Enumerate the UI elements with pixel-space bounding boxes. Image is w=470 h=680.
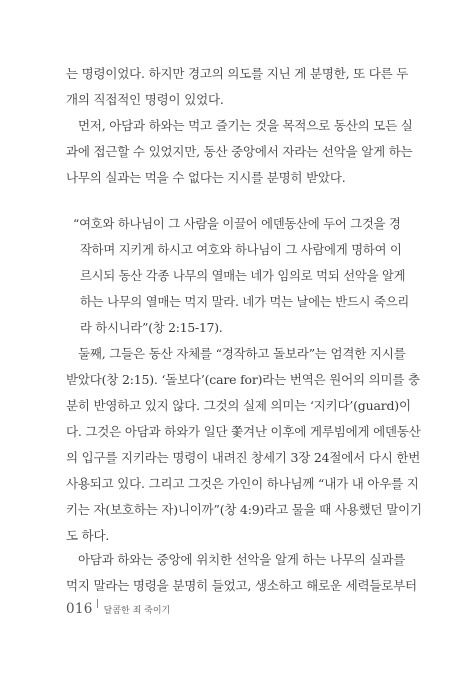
page-number: 016 — [66, 601, 93, 617]
text-line: 개의 직접적인 명령이 있었다. — [66, 92, 224, 107]
quote-line: 하는 나무의 열매는 먹지 말라. 네가 먹는 날에는 반드시 죽으리 — [80, 295, 410, 309]
footer-divider — [97, 599, 98, 608]
text-line: 도 하다. — [66, 528, 110, 543]
quote-line: 르시되 동산 각종 나무의 열매는 네가 임의로 먹되 선악을 알게 — [80, 269, 406, 283]
text-line: 사용되고 있다. 그리고 그것은 가인이 하나님께 “내가 내 아우를 지 — [66, 476, 419, 491]
page-footer — [66, 601, 170, 617]
running-title: 달콤한 죄 죽이기 — [103, 606, 171, 616]
text-line: 키는 자(보호하는 자)니이까”(창 4:9)라고 물을 때 사용했던 말이기 — [66, 502, 422, 517]
text-line: 과에 접근할 수 있었지만, 동산 중앙에서 자라는 선악을 알게 하는 — [66, 144, 413, 159]
quote-line: 라 하시니라”(창 2:15-17). — [80, 321, 223, 335]
text-line: 먹지 말라는 명령을 분명히 들었고, 생소하고 해로운 세력들로부터 — [66, 578, 417, 593]
text-line: 는 명령이었다. 하지만 경고의 의도를 지닌 게 분명한, 또 다른 두 — [66, 66, 409, 81]
text-line: 아담과 하와는 중앙에 위치한 선악을 알게 하는 나무의 실과를 — [78, 552, 406, 567]
text-line: 다. 그것은 아담과 하와가 일단 쫓겨난 이후에 게루빔에게 에덴동산 — [66, 424, 421, 439]
text-line: 분히 반영하고 있지 않다. 그것의 실제 의미는 ‘지키다’(guard)이 — [66, 398, 411, 413]
text-line: 의 입구를 지키라는 명령이 내려진 창세기 3장 24절에서 다시 한번 — [66, 450, 421, 465]
text-line: 먼저, 아담과 하와는 먹고 즐기는 것을 목적으로 동산의 모든 실 — [78, 118, 413, 133]
quote-line: “여호와 하나님이 그 사람을 이끌어 에덴동산에 두어 그것을 경 — [73, 217, 401, 231]
text-line: 받았다(창 2:15). ‘돌보다’(care for)라는 번역은 원어의 의미를 충 — [66, 372, 420, 387]
quote-line: 작하며 지키게 하시고 여호와 하나님이 그 사람에게 명하여 이 — [80, 243, 402, 257]
text-line: 나무의 실과는 먹을 수 없다는 지시를 분명히 받았다. — [66, 170, 346, 185]
text-line: 둘째, 그들은 동산 자체를 “경작하고 돌보라”는 엄격한 지시를 — [78, 346, 406, 361]
